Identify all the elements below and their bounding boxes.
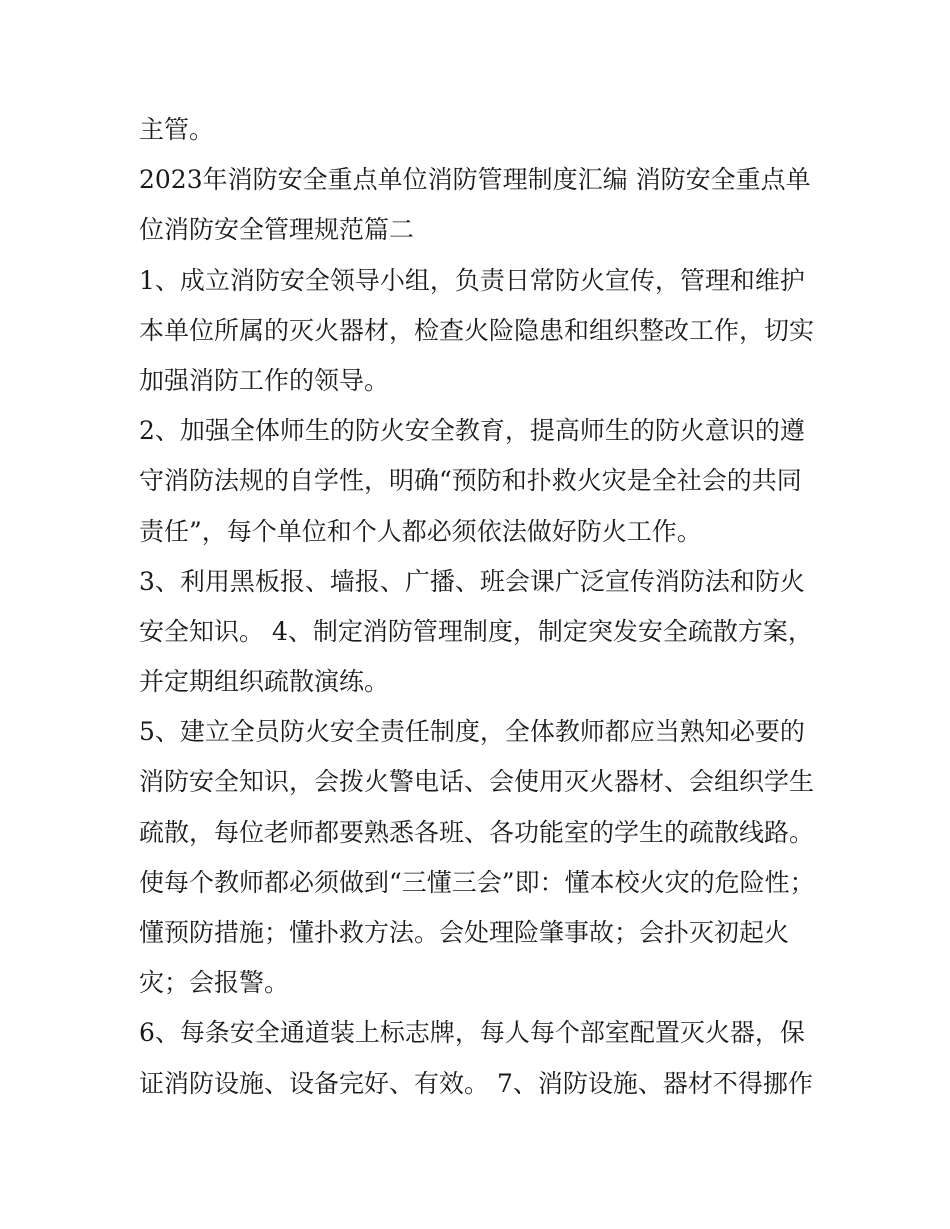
text-line: 加强消防工作的领导。: [139, 365, 390, 395]
text-line: 疏散，每位老师都要熟悉各班、各功能室的学生的疏散线路。: [139, 817, 815, 847]
text-line: 本单位所属的灭火器材，检查火险隐患和组织整改工作，切实: [139, 315, 815, 345]
document-body: [139, 105, 819, 1109]
text-line: 3、利用黑板报、墙报、广播、班会课广泛宣传消防法和防火: [139, 566, 805, 596]
text-line: 懂预防措施；懂扑救方法。会处理险肇事故；会扑灭初起火: [139, 918, 790, 947]
text-line: 6、每条安全通道装上标志牌，每人每个部室配置灭火器，保: [139, 1018, 805, 1048]
text-line: 主管。: [139, 115, 215, 144]
text-line: 2023年消防安全重点单位消防管理制度汇编 消防安全重点单: [139, 165, 811, 195]
text-line: 证消防设施、设备完好、有效。 7、消防设施、器材不得挪作: [139, 1068, 813, 1098]
text-line: 安全知识。 4、制定消防管理制度，制定突发安全疏散方案，: [139, 616, 813, 646]
text-line: 位消防安全管理规范篇二: [139, 215, 415, 245]
text-line: 消防安全知识，会拨火警电话、会使用灭火器材、会组织学生: [139, 767, 815, 797]
text-line: 并定期组织疏散演练。: [139, 667, 390, 697]
text-line: 使每个教师都必须做到“三懂三会”即：懂本校火灾的危险性；: [139, 867, 815, 897]
text-line: 1、成立消防安全领导小组，负责日常防火宣传，管理和维护: [139, 265, 805, 295]
text-line: 2、加强全体师生的防火安全教育，提高师生的防火意识的遵: [139, 416, 805, 446]
text-line: 灾；会报警。: [139, 968, 290, 998]
text-line: 5、建立全员防火安全责任制度，全体教师都应当熟知必要的: [139, 717, 805, 747]
text-line: 守消防法规的自学性，明确“预防和扑救火灾是全社会的共同: [139, 466, 802, 496]
text-line: 责任”，每个单位和个人都必须依法做好防火工作。: [139, 516, 702, 546]
